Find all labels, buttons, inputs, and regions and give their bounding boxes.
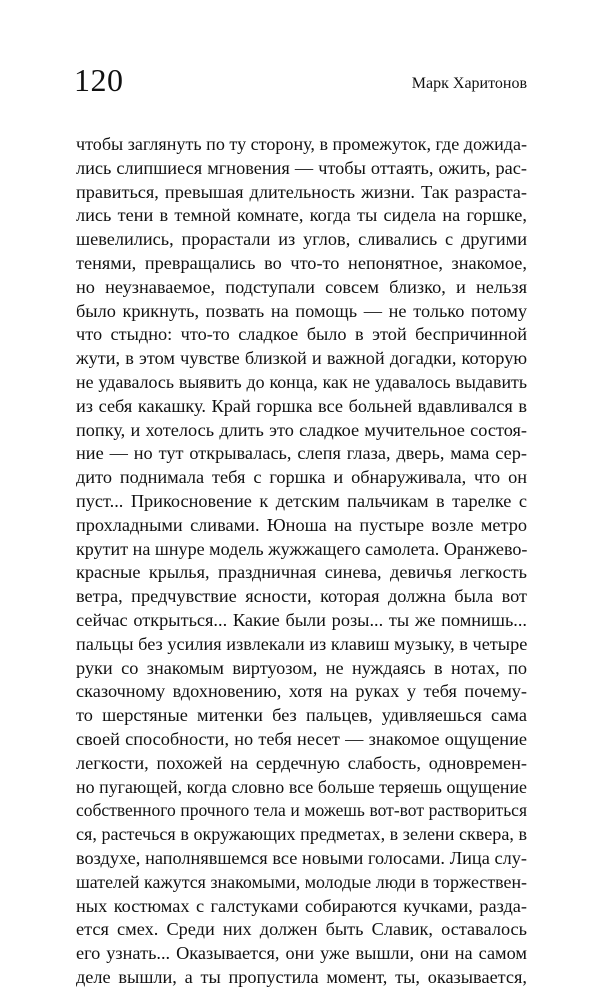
text-line: воздухе, наполнявшемся все новыми голосами. Лица слу- — [76, 847, 527, 868]
text-line: не удавалось выявить до конца, как не удавалось выдавить — [76, 371, 527, 392]
text-line: ветра, предчувствие ясности, которая должна была вот — [76, 586, 527, 607]
text-line: было крикнуть, позвать на помощь — не только потому — [76, 300, 527, 321]
text-line: ных костюмах с галстуками собираются кучками, разда- — [76, 895, 527, 916]
text-line: прохладными сливами. Юноша на пустыре возле метро — [76, 514, 527, 535]
text-line: сказочному вдохновению, хотя на руках у тебя почему- — [76, 681, 527, 702]
text-line: но неузнаваемое, подступали совсем близко, и нельзя — [76, 276, 527, 297]
text-line: своей способности, но тебя несет — знакомое ощущение — [76, 728, 527, 749]
text-line: что стыдно: что-то сладкое было в этой беспричинной — [76, 324, 527, 345]
text-line: лись тени в темной комнате, когда ты сидела на горшке, — [76, 205, 527, 226]
text-line: чтобы заглянуть по ту сторону, в промежуток, где дожида- — [76, 134, 528, 154]
text-line: но пугающей, когда словно все больше теряешь ощущение — [76, 776, 527, 797]
text-line: пуст... Прикосновение к детским пальчикам в тарелке с — [76, 490, 527, 511]
text-line: жути, в этом чувстве близкой и важной догадки, которую — [76, 348, 527, 369]
text-line: правиться, превышая длительность жизни. Так разраста- — [76, 181, 527, 202]
text-line: крутит на шнуре модель жужжащего самолета. Оранжево- — [76, 538, 528, 559]
text-line: ние — но тут открывалась, слепя глаза, дверь, мама сер- — [76, 443, 527, 464]
text-line: собственного прочного тела и можешь вот-вот раствориться — [76, 800, 527, 821]
text-line: тенями, превращались во что-то непонятное, знакомое, — [76, 252, 527, 273]
text-line: шевелились, прорастали из углов, сливались с другими — [76, 229, 527, 250]
text-line: его узнать... Оказывается, они уже вышли, они на самом — [76, 943, 527, 964]
text-line: лись слипшиеся мгновения — чтобы оттаять, ожить, рас- — [76, 157, 527, 178]
body-text — [76, 133, 527, 990]
text-line: попку, и хотелось длить это сладкое мучительное состоя- — [76, 419, 527, 440]
text-line: дито поднимала тебя с горшка и обнаруживала, что он — [76, 467, 527, 488]
running-head-author: Марк Харитонов — [411, 75, 527, 92]
text-line: сейчас открыться... Какие были розы... ты же помнишь... — [76, 609, 527, 630]
text-line: пальцы без усилия извлекали из клавиш музыку, в четыре — [76, 633, 528, 654]
text-line: руки со знакомым виртуозом, не нуждаясь в нотах, по — [76, 657, 527, 678]
text-line: шателей кажутся знакомыми, молодые люди в торжествен- — [76, 871, 527, 892]
page-number: 120 — [74, 62, 124, 98]
text-line: ся, растечься в окружающих предметах, в зелени сквера, в — [76, 824, 527, 845]
text-line: ется смех. Среди них должен быть Славик, оставалось — [76, 919, 527, 940]
text-line: легкости, похожей на сердечную слабость, одновремен- — [76, 752, 527, 773]
text-line: деле вышли, а ты пропустила момент, ты, оказывается, — [76, 966, 527, 987]
text-line: красные крылья, праздничная синева, девичья легкость — [76, 562, 527, 583]
text-line: из себя какашку. Край горшка все больней вдавливался в — [76, 395, 527, 416]
text-line: то шерстяные митенки без пальцев, удивляешься сама — [76, 705, 527, 726]
